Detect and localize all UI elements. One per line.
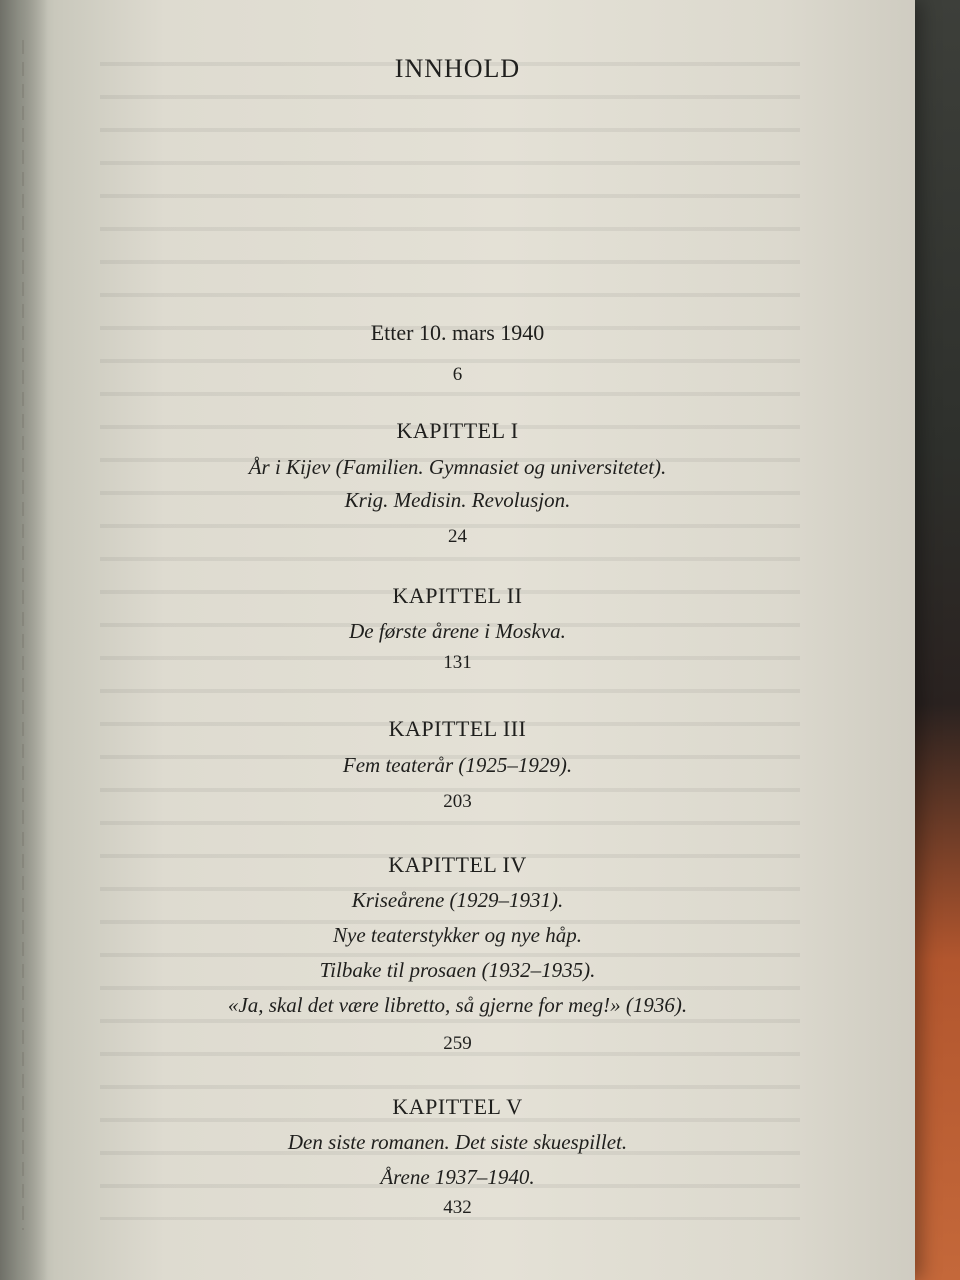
- chapter-description-line: «Ja, skal det være libretto, så gjerne for meg!» (1936).: [227, 993, 688, 1017]
- toc-page-number: 6: [452, 364, 463, 385]
- toc-page-number: 131: [443, 652, 472, 673]
- chapter-description-line: Nye teaterstykker og nye håp.: [333, 923, 582, 947]
- chapter-description-line: Tilbake til prosaen (1932–1935).: [319, 958, 596, 982]
- chapter-description-line: Den siste romanen. Det siste skuespillet.: [287, 1130, 628, 1154]
- toc-page-number: 24: [448, 526, 467, 547]
- chapter-description-line: Årene 1937–1940.: [380, 1165, 535, 1189]
- chapter-heading: KAPITTEL IV: [388, 852, 527, 877]
- chapter-heading: KAPITTEL I: [396, 418, 519, 443]
- chapter-description-line: Fem teaterår (1925–1929).: [342, 753, 573, 777]
- chapter-description-line: Krig. Medisin. Revolusjon.: [344, 488, 571, 512]
- toc-page-number: 203: [443, 791, 472, 812]
- chapter-description-line: År i Kijev (Familien. Gymnasiet og universitetet).: [248, 455, 667, 479]
- toc-heading: INNHOLD: [394, 54, 521, 83]
- chapter-heading: KAPITTEL III: [388, 716, 527, 741]
- toc-page-number: 259: [443, 1033, 472, 1054]
- toc-page-number: 432: [443, 1197, 472, 1218]
- chapter-heading: KAPITTEL II: [392, 583, 523, 608]
- toc-entry-title: Etter 10. mars 1940: [370, 320, 545, 345]
- chapter-description-line: De første årene i Moskva.: [349, 619, 566, 643]
- chapter-description-line: Kriseårene (1929–1931).: [351, 888, 564, 912]
- chapter-heading: KAPITTEL V: [392, 1094, 523, 1119]
